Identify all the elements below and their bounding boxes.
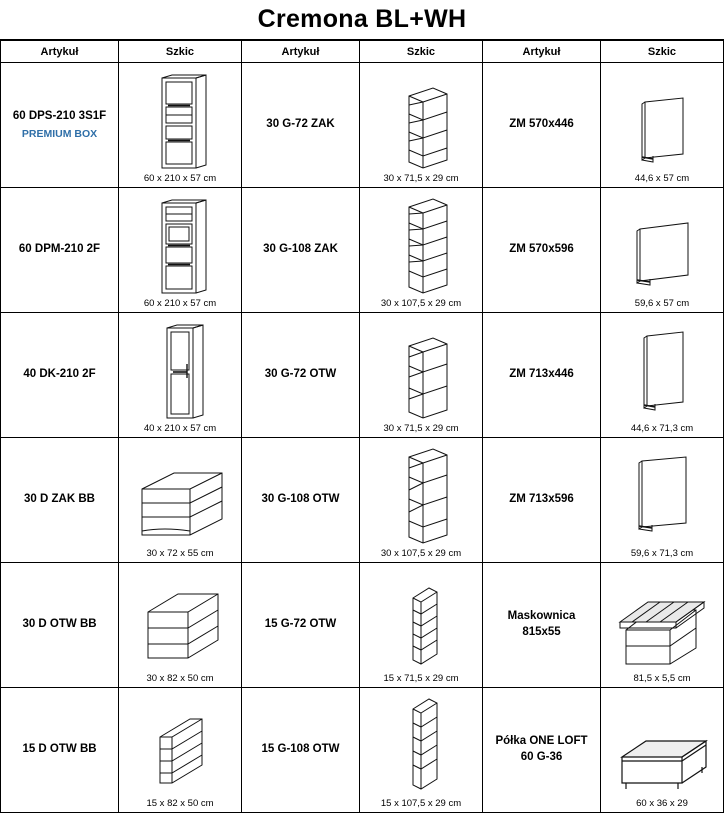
loft-shelf-icon [601,731,723,797]
product-name: 40 DK-210 2F [23,368,96,381]
base-cabinet-open-icon [119,588,241,672]
page-title: Cremona BL+WH [257,5,467,33]
base-cabinet-narrow-open-icon [119,713,241,797]
product-sketch-cell [360,313,483,438]
panel-front-wide-icon [601,219,723,297]
product-name: Maskownica [507,610,576,623]
product-dimensions: 30 x 107,5 x 29 cm [380,297,462,309]
table-row [1,563,724,688]
column-header-sketch-1: Szkic [119,41,242,63]
product-name-cell [242,63,360,188]
column-header-article-3: Artykuł [483,41,601,63]
product-name-cell [483,563,601,688]
product-dimensions: 81,5 x 5,5 cm [633,672,691,684]
product-name: 30 G-108 OTW [261,493,340,506]
product-sketch-cell [119,688,242,813]
product-name: ZM 570x446 [509,118,574,131]
product-sketch-cell [119,563,242,688]
wall-cabinet-narrow-tall-open-icon [360,697,482,797]
product-dimensions: 59,6 x 57 cm [634,297,690,309]
product-name-line2: 60 G-36 [520,751,563,763]
product-dimensions: 15 x 107,5 x 29 cm [380,797,462,809]
product-sketch-cell [360,188,483,313]
page-title-bar [0,0,724,40]
product-sketch-cell [119,313,242,438]
product-name-cell [1,563,119,688]
cover-panel-icon [601,592,723,672]
product-name-cell [1,438,119,563]
product-dimensions: 59,6 x 71,3 cm [630,547,694,559]
product-name: 30 D ZAK BB [24,493,95,506]
product-sketch-cell [119,438,242,563]
wall-cabinet-tall-open-icon [360,447,482,547]
product-name: 15 D OTW BB [22,743,97,756]
wall-cabinet-tall-closed-icon [360,197,482,297]
product-name: 15 G-108 OTW [261,743,340,756]
product-name-cell [483,188,601,313]
product-name-line2: 815x55 [522,626,561,638]
product-sketch-cell [360,438,483,563]
product-sketch-cell [601,63,724,188]
table-row [1,313,724,438]
product-dimensions: 60 x 210 x 57 cm [143,297,217,309]
product-name-cell [242,438,360,563]
product-name: 60 DPS-210 3S1F [12,110,107,123]
product-sketch-cell [360,63,483,188]
product-name-cell [1,688,119,813]
product-badge: PREMIUM BOX [21,127,98,140]
product-dimensions: 60 x 36 x 29 [636,797,688,809]
product-name: 60 DPM-210 2F [18,243,101,256]
product-name: ZM 713x446 [509,368,574,381]
product-name: 30 G-72 ZAK [266,118,335,131]
table-row [1,188,724,313]
product-sketch-cell [601,188,724,313]
product-name: Półka ONE LOFT [495,735,588,748]
product-sketch-cell [601,688,724,813]
column-header-article-2: Artykuł [242,41,360,63]
panel-front-tall-icon [601,330,723,422]
product-dimensions: 44,6 x 71,3 cm [630,422,694,434]
product-sketch-cell [360,563,483,688]
product-dimensions: 60 x 210 x 57 cm [143,172,217,184]
table-header-row [1,41,724,63]
product-dimensions: 30 x 72 x 55 cm [146,547,214,559]
table-row [1,688,724,813]
product-dimensions: 15 x 82 x 50 cm [146,797,214,809]
product-name-cell [242,563,360,688]
product-sketch-cell [601,563,724,688]
product-name-cell [483,438,601,563]
product-name: 15 G-72 OTW [264,618,337,631]
panel-front-tall-wide-icon [601,455,723,547]
column-header-sketch-3: Szkic [601,41,724,63]
tall-cabinet-drawers-icon [119,74,241,172]
product-dimensions: 30 x 71,5 x 29 cm [383,422,459,434]
product-dimensions: 30 x 82 x 50 cm [146,672,214,684]
product-dimensions: 15 x 71,5 x 29 cm [383,672,459,684]
product-dimensions: 30 x 107,5 x 29 cm [380,547,462,559]
product-sketch-cell [360,688,483,813]
product-name-cell [242,313,360,438]
product-name-cell [242,188,360,313]
product-name-cell [1,313,119,438]
product-name-cell [483,63,601,188]
tall-cabinet-oven-icon [119,199,241,297]
wall-cabinet-open-icon [360,336,482,422]
base-cabinet-closed-icon [119,469,241,547]
panel-front-icon [601,94,723,172]
product-sketch-cell [601,313,724,438]
table-row [1,438,724,563]
product-dimensions: 30 x 71,5 x 29 cm [383,172,459,184]
product-dimensions: 40 x 210 x 57 cm [143,422,217,434]
product-sketch-cell [601,438,724,563]
column-header-sketch-2: Szkic [360,41,483,63]
product-name-cell [1,188,119,313]
product-name: ZM 713x596 [509,493,574,506]
product-name-cell [1,63,119,188]
table-row [1,63,724,188]
product-name-cell [483,688,601,813]
product-sketch-cell [119,63,242,188]
product-dimensions: 44,6 x 57 cm [634,172,690,184]
wall-cabinet-narrow-open-icon [360,584,482,672]
wall-cabinet-closed-icon [360,86,482,172]
product-sketch-cell [119,188,242,313]
product-name: ZM 570x596 [509,243,574,256]
product-table [0,40,724,813]
product-name-cell [242,688,360,813]
product-name-cell [483,313,601,438]
column-header-article-1: Artykuł [1,41,119,63]
tall-cabinet-2door-icon [119,324,241,422]
product-name: 30 D OTW BB [22,618,97,631]
product-name: 30 G-72 OTW [264,368,337,381]
product-name: 30 G-108 ZAK [263,243,338,256]
